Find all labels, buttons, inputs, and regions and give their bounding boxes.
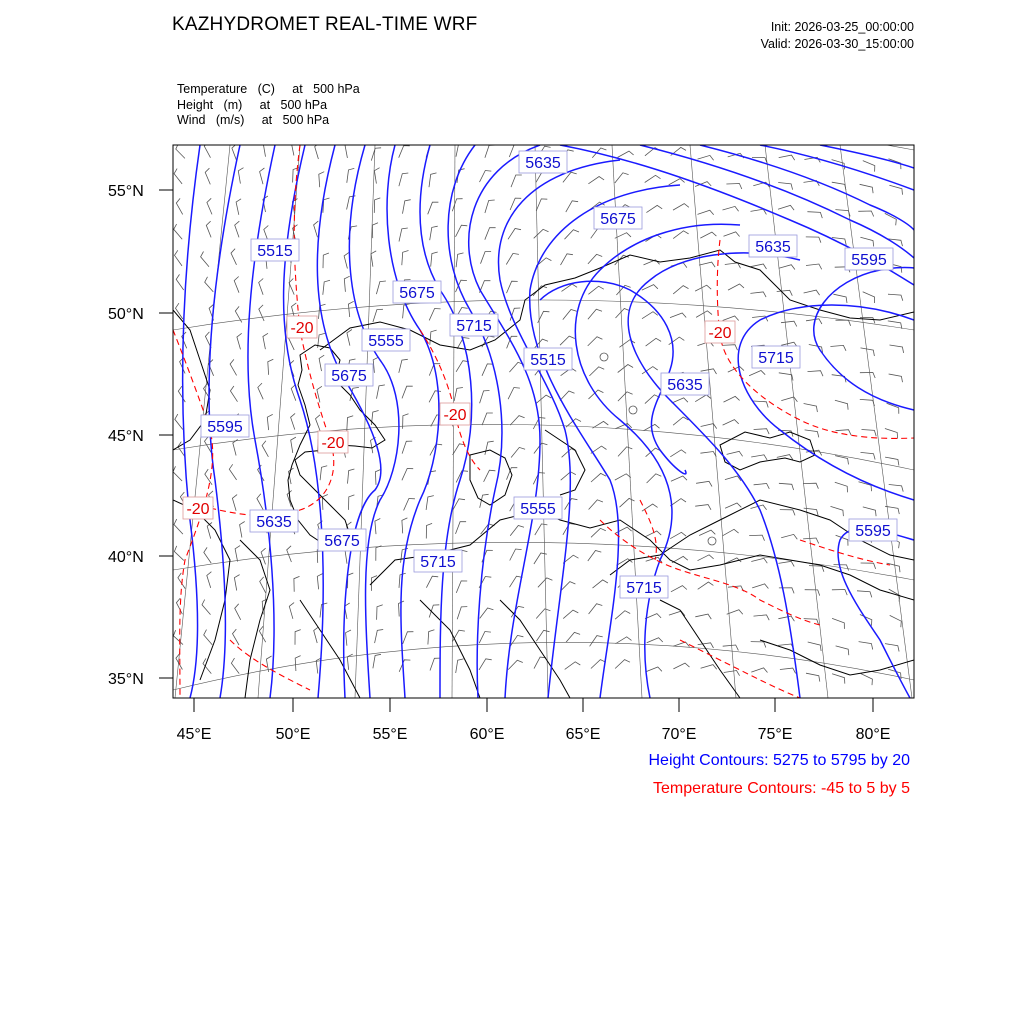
temp-label: [287, 316, 317, 338]
map-title: KAZHYDROMET REAL-TIME WRF: [172, 14, 478, 35]
height-label: [201, 415, 249, 437]
height-label: [752, 346, 800, 368]
svg-text:5635: 5635: [667, 377, 703, 394]
lon-label-60: 60°E: [469, 726, 505, 743]
svg-text:5675: 5675: [331, 368, 367, 385]
height-legend: Height Contours: 5275 to 5795 by 20: [648, 752, 910, 769]
svg-text:-20: -20: [708, 325, 732, 342]
svg-text:5675: 5675: [324, 533, 360, 550]
field-height: Height (m) at 500 hPa: [177, 97, 328, 112]
lon-label-75: 75°E: [757, 726, 793, 743]
height-label: [362, 329, 410, 351]
height-label: [325, 364, 373, 386]
valid-time: Valid: 2026-03-30_15:00:00: [760, 37, 914, 51]
height-label: [250, 510, 298, 532]
lat-label-40: 40°N: [108, 549, 144, 566]
height-label: [318, 529, 366, 551]
svg-text:5675: 5675: [399, 285, 435, 302]
lon-label-80: 80°E: [855, 726, 891, 743]
lon-label-45: 45°E: [176, 726, 212, 743]
svg-text:5635: 5635: [755, 239, 791, 256]
map-frame-bg: [173, 145, 914, 698]
height-label: [450, 314, 498, 336]
svg-text:-20: -20: [186, 501, 210, 518]
lon-label-50: 50°E: [275, 726, 311, 743]
field-temperature: Temperature (C) at 500 hPa: [177, 82, 360, 96]
height-label: [524, 348, 572, 370]
lat-label-45: 45°N: [108, 428, 144, 445]
temp-label: [440, 403, 470, 425]
svg-text:-20: -20: [321, 435, 345, 452]
height-label: [845, 248, 893, 270]
temp-label: [318, 431, 348, 453]
height-label: [519, 151, 567, 173]
svg-text:5555: 5555: [368, 333, 404, 350]
svg-text:5595: 5595: [851, 252, 887, 269]
svg-text:5515: 5515: [530, 352, 566, 369]
temperature-legend: Temperature Contours: -45 to 5 by 5: [652, 780, 910, 797]
svg-text:5675: 5675: [600, 211, 636, 228]
lon-labels: [177, 726, 891, 743]
svg-text:5635: 5635: [525, 155, 561, 172]
lon-label-55: 55°E: [372, 726, 408, 743]
lat-label-35: 35°N: [108, 671, 144, 688]
init-time: Init: 2026-03-25_00:00:00: [770, 20, 914, 34]
svg-text:-20: -20: [443, 407, 467, 424]
height-label: [594, 207, 642, 229]
svg-text:5515: 5515: [257, 243, 293, 260]
svg-text:5715: 5715: [626, 580, 662, 597]
lat-label-55: 55°N: [108, 183, 144, 200]
height-label: [849, 519, 897, 541]
svg-text:5595: 5595: [855, 523, 891, 540]
svg-text:5595: 5595: [207, 419, 243, 436]
height-label: [251, 239, 299, 261]
height-label: [514, 497, 562, 519]
lat-labels: [108, 183, 144, 688]
height-label: [414, 550, 462, 572]
temp-label: [183, 497, 213, 519]
svg-text:5715: 5715: [758, 350, 794, 367]
height-label: [661, 373, 709, 395]
svg-text:5715: 5715: [456, 318, 492, 335]
svg-text:-20: -20: [290, 320, 314, 337]
height-label: [620, 576, 668, 598]
svg-text:5715: 5715: [420, 554, 456, 571]
svg-text:5555: 5555: [520, 501, 556, 518]
field-wind: Wind (m/s) at 500 hPa: [177, 113, 330, 127]
svg-text:5635: 5635: [256, 514, 292, 531]
height-label: [749, 235, 797, 257]
lat-label-50: 50°N: [108, 306, 144, 323]
temp-label: [705, 321, 735, 343]
lon-label-70: 70°E: [661, 726, 697, 743]
height-label: [393, 281, 441, 303]
lon-label-65: 65°E: [565, 726, 601, 743]
